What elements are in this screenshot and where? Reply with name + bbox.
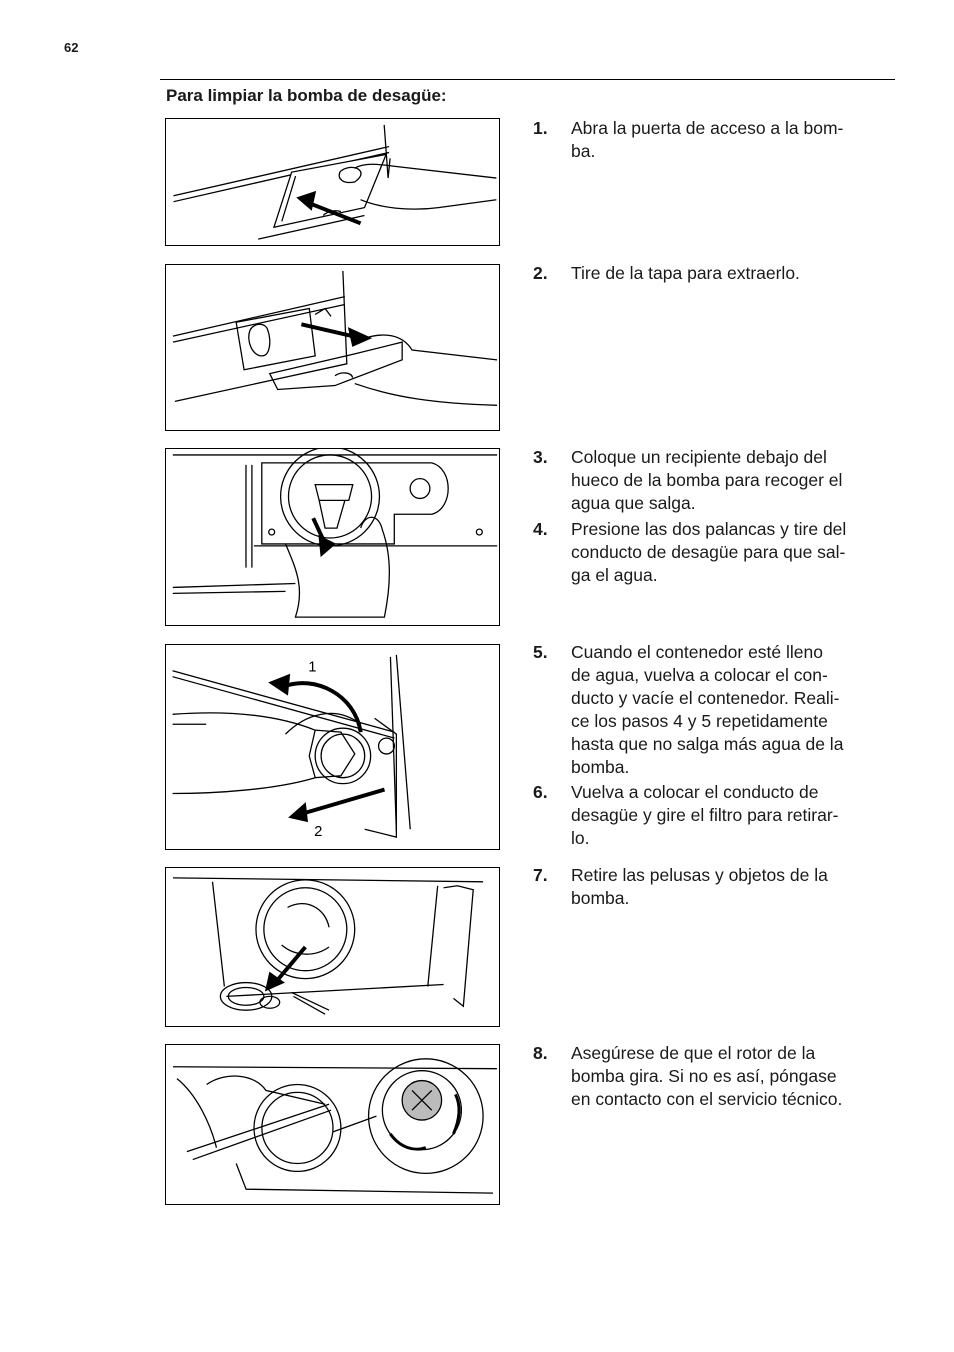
step-number: 6. [533,782,548,802]
step-text: Asegúrese de que el rotor de la bomba gira. Si no es así, póngase en contacto con el servicio técnico. [571,1043,843,1109]
arrow-label-2: 2 [314,824,323,841]
step-6 [533,781,893,850]
figure-turn-filter [165,644,500,850]
step-text: Retire las pelusas y objetos de la bomba. [571,865,828,908]
step-4 [533,518,893,587]
step-7 [533,864,893,910]
step-text: Cuando el contenedor esté lleno de agua, vuelva a colocar el con- ducto y vacíe el contenedor. Reali- ce los pasos 4 y 5 repetidamente hasta que no salga más agua de la bomba. [571,642,844,777]
figure-remove-lint [165,867,500,1027]
arrow-label-1: 1 [308,659,317,676]
step-5 [533,641,893,779]
step-number: 4. [533,519,548,539]
step-3 [533,446,893,515]
step-number: 3. [533,447,548,467]
figure-check-rotor [165,1044,500,1205]
figure-press-levers [165,448,500,626]
header-rule [160,79,895,80]
step-2 [533,262,893,285]
section-title: Para limpiar la bomba de desagüe: [166,86,447,105]
figure-remove-cover [165,264,500,431]
step-text: Vuelva a colocar el conducto de desagüe y gire el filtro para retirar- lo. [571,782,839,848]
step-text: Abra la puerta de acceso a la bom- ba. [571,118,844,161]
step-text: Coloque un recipiente debajo del hueco de la bomba para recoger el agua que salga. [571,447,843,513]
step-text: Presione las dos palancas y tire del conducto de desagüe para que sal- ga el agua. [571,519,847,585]
page-number: 62 [64,40,79,55]
step-text: Tire de la tapa para extraerlo. [571,263,800,283]
step-1 [533,117,893,163]
step-number: 1. [533,118,548,138]
step-8 [533,1042,893,1111]
step-number: 2. [533,263,548,283]
step-number: 8. [533,1043,548,1063]
figure-open-door [165,118,500,246]
step-number: 7. [533,865,548,885]
step-number: 5. [533,642,548,662]
